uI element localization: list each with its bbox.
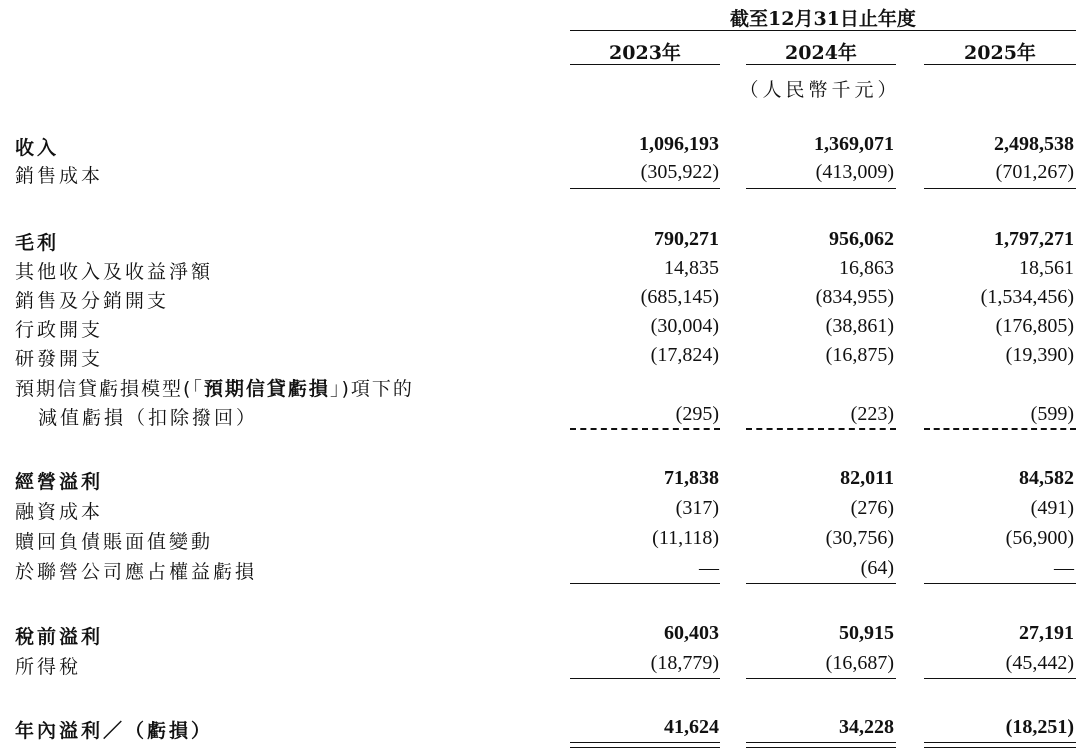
other-income-2024: 16,863 xyxy=(839,257,894,279)
period-header: 截至12月31日止年度 xyxy=(730,8,916,30)
revenue-2024: 1,369,071 xyxy=(814,133,894,155)
subtotal-line xyxy=(746,678,896,679)
row-label-redemption-liability-change: 贖回負債賬面值變動 xyxy=(15,531,214,553)
unit-label: （人民幣千元） xyxy=(739,79,901,101)
row-label-finance-costs: 融資成本 xyxy=(15,501,104,523)
selling-expenses-2025: (1,534,456) xyxy=(980,286,1074,308)
subtotal-line xyxy=(570,678,720,679)
row-label-selling-expenses: 銷售及分銷開支 xyxy=(15,290,170,312)
rd-expenses-2025: (19,390) xyxy=(1005,344,1074,366)
subtotal-dashed-line xyxy=(746,428,896,430)
ecl-label-prefix: 預期信貸虧損模型(「 xyxy=(15,378,204,400)
associate-loss-2025: — xyxy=(1054,557,1074,579)
total-double-underline xyxy=(924,742,1076,748)
row-label-rd-expenses: 研發開支 xyxy=(15,348,104,370)
total-double-underline xyxy=(570,742,720,748)
subtotal-line xyxy=(924,583,1076,584)
gross-profit-2023: 790,271 xyxy=(654,228,719,250)
subtotal-line xyxy=(570,583,720,584)
year-header-2024: 2024年 xyxy=(785,42,857,64)
row-label-admin-expenses: 行政開支 xyxy=(15,319,104,341)
admin-expenses-2023: (30,004) xyxy=(650,315,719,337)
row-label-profit-for-year: 年內溢利／（虧損） xyxy=(15,720,214,742)
row-label-cost-of-sales: 銷售成本 xyxy=(15,165,104,187)
cost-of-sales-2025: (701,267) xyxy=(995,161,1074,183)
revenue-2023: 1,096,193 xyxy=(639,133,719,155)
row-label-operating-profit: 經營溢利 xyxy=(15,471,104,493)
subtotal-line xyxy=(746,188,896,189)
profit-before-tax-2023: 60,403 xyxy=(664,622,719,644)
selling-expenses-2024: (834,955) xyxy=(815,286,894,308)
row-label-profit-before-tax: 稅前溢利 xyxy=(15,626,104,648)
selling-expenses-2023: (685,145) xyxy=(640,286,719,308)
year-header-2025: 2025年 xyxy=(964,42,1036,64)
redemption-liability-2023: (11,118) xyxy=(652,527,719,549)
subtotal-dashed-line xyxy=(570,428,720,430)
cost-of-sales-2024: (413,009) xyxy=(815,161,894,183)
gross-profit-2024: 956,062 xyxy=(829,228,894,250)
redemption-liability-2024: (30,756) xyxy=(825,527,894,549)
total-double-underline xyxy=(746,742,896,748)
ecl-impairment-2023: (295) xyxy=(675,403,719,425)
year-underline-2024 xyxy=(746,64,896,65)
finance-costs-2025: (491) xyxy=(1030,497,1074,519)
subtotal-dashed-line xyxy=(924,428,1076,430)
row-label-gross-profit: 毛利 xyxy=(15,232,60,254)
redemption-liability-2025: (56,900) xyxy=(1005,527,1074,549)
other-income-2023: 14,835 xyxy=(664,257,719,279)
finance-costs-2023: (317) xyxy=(675,497,719,519)
profit-before-tax-2025: 27,191 xyxy=(1019,622,1074,644)
ecl-impairment-2025: (599) xyxy=(1030,403,1074,425)
cost-of-sales-2023: (305,922) xyxy=(640,161,719,183)
subtotal-line xyxy=(746,583,896,584)
row-label-associate-loss: 於聯營公司應占權益虧損 xyxy=(15,561,258,583)
period-underline xyxy=(570,30,1076,31)
profit-before-tax-2024: 50,915 xyxy=(839,622,894,644)
year-underline-2023 xyxy=(570,64,720,65)
year-header-2023: 2023年 xyxy=(609,42,681,64)
gross-profit-2025: 1,797,271 xyxy=(994,228,1074,250)
subtotal-line xyxy=(570,188,720,189)
operating-profit-2024: 82,011 xyxy=(840,467,894,489)
associate-loss-2024: (64) xyxy=(860,557,894,579)
profit-for-year-2025: (18,251) xyxy=(1005,716,1074,738)
rd-expenses-2024: (16,875) xyxy=(825,344,894,366)
admin-expenses-2024: (38,861) xyxy=(825,315,894,337)
ecl-label-suffix: 」)項下的 xyxy=(329,378,414,400)
row-label-ecl-impairment xyxy=(15,374,414,401)
other-income-2025: 18,561 xyxy=(1019,257,1074,279)
year-underline-2025 xyxy=(924,64,1076,65)
row-label-ecl-impairment-line2: 減值虧損（扣除撥回） xyxy=(38,407,259,429)
profit-for-year-2024: 34,228 xyxy=(839,716,894,738)
rd-expenses-2023: (17,824) xyxy=(650,344,719,366)
admin-expenses-2025: (176,805) xyxy=(995,315,1074,337)
income-tax-2023: (18,779) xyxy=(650,652,719,674)
income-tax-2025: (45,442) xyxy=(1005,652,1074,674)
profit-for-year-2023: 41,624 xyxy=(664,716,719,738)
row-label-other-income: 其他收入及收益淨額 xyxy=(15,261,214,283)
subtotal-line xyxy=(924,678,1076,679)
finance-costs-2024: (276) xyxy=(850,497,894,519)
associate-loss-2023: — xyxy=(699,557,719,579)
ecl-label-bold: 預期信貸虧損 xyxy=(203,378,330,400)
subtotal-line xyxy=(924,188,1076,189)
income-tax-2024: (16,687) xyxy=(825,652,894,674)
row-label-revenue: 收入 xyxy=(15,137,60,159)
revenue-2025: 2,498,538 xyxy=(994,133,1074,155)
operating-profit-2023: 71,838 xyxy=(664,467,719,489)
ecl-impairment-2024: (223) xyxy=(850,403,894,425)
operating-profit-2025: 84,582 xyxy=(1019,467,1074,489)
row-label-income-tax: 所得稅 xyxy=(15,656,82,678)
